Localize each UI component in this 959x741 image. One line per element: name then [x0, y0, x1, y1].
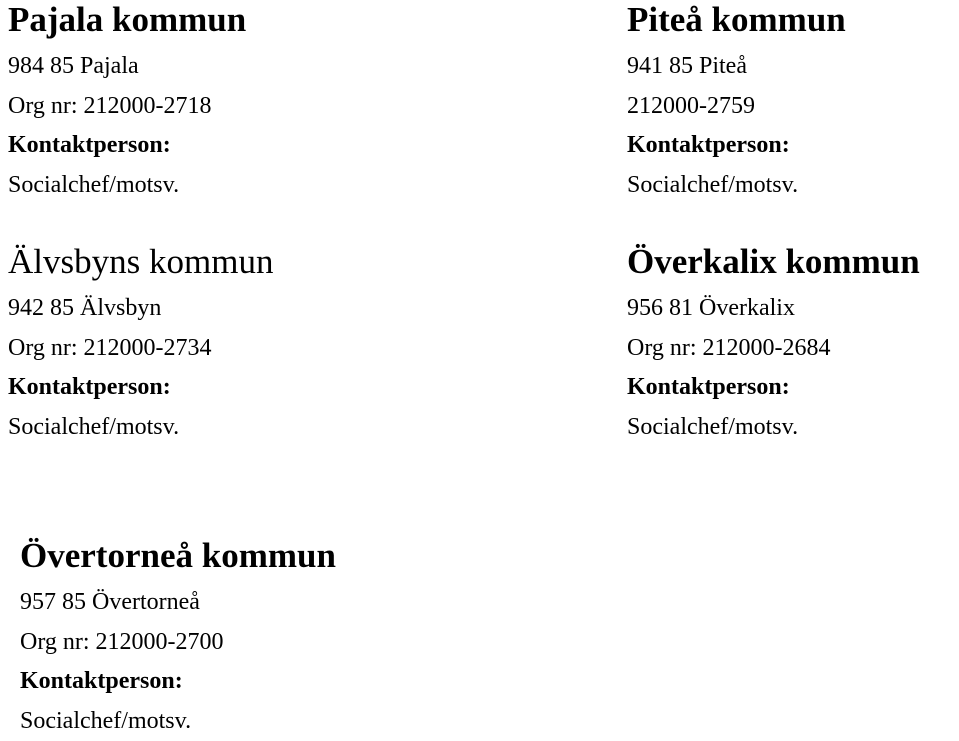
municipality-org-number: Org nr: 212000-2684 [627, 329, 920, 369]
contact-label: Kontaktperson: [627, 368, 920, 408]
municipality-address: 956 81 Överkalix [627, 289, 920, 329]
municipality-org-number: Org nr: 212000-2718 [8, 87, 246, 127]
municipality-org-number: Org nr: 212000-2734 [8, 329, 273, 369]
municipality-address: 942 85 Älvsbyn [8, 289, 273, 329]
contact-person: Socialchef/motsv. [627, 166, 846, 206]
contact-person: Socialchef/motsv. [20, 702, 336, 741]
municipality-title: Överkalix kommun [627, 242, 920, 282]
contact-label: Kontaktperson: [20, 662, 336, 702]
municipality-address: 941 85 Piteå [627, 47, 846, 87]
municipality-address: 984 85 Pajala [8, 47, 246, 87]
municipality-title: Övertorneå kommun [20, 536, 336, 576]
contact-label: Kontaktperson: [627, 126, 846, 166]
municipality-overkalix [627, 242, 920, 447]
municipality-org-number: 212000-2759 [627, 87, 846, 127]
municipality-overtornea [20, 536, 336, 741]
municipality-pitea [627, 0, 846, 205]
municipality-address: 957 85 Övertorneå [20, 583, 336, 623]
contact-person: Socialchef/motsv. [8, 408, 273, 448]
municipality-alvsbyn [8, 242, 273, 447]
contact-person: Socialchef/motsv. [627, 408, 920, 448]
contact-label: Kontaktperson: [8, 368, 273, 408]
municipality-title: Älvsbyns kommun [8, 242, 273, 282]
municipality-pajala [8, 0, 246, 205]
contact-person: Socialchef/motsv. [8, 166, 246, 206]
municipality-title: Pajala kommun [8, 0, 246, 40]
municipality-org-number: Org nr: 212000-2700 [20, 623, 336, 663]
contact-label: Kontaktperson: [8, 126, 246, 166]
municipality-title: Piteå kommun [627, 0, 846, 40]
